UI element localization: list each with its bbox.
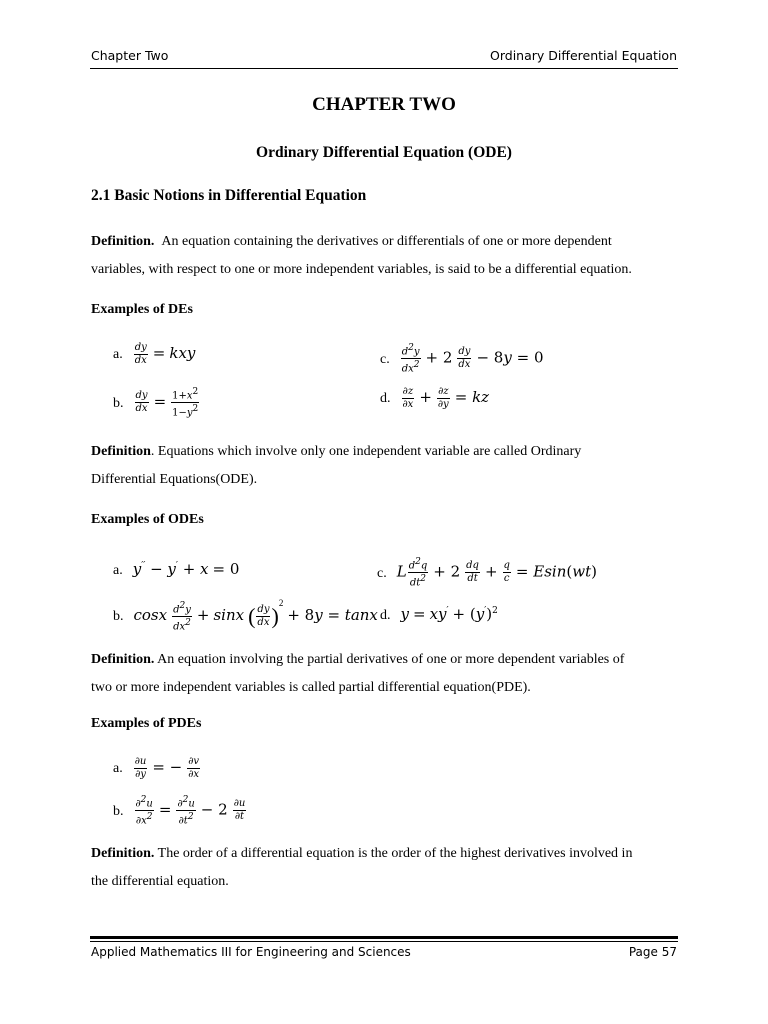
definition-label: Definition.	[91, 846, 155, 861]
running-footer-left: Applied Mathematics III for Engineering and Sciences	[91, 945, 411, 959]
definition-label: Definition.	[91, 652, 155, 667]
item-label: a.	[113, 761, 123, 777]
definition-text: An equation containing the derivatives or differentials of one or more dependent	[161, 234, 612, 249]
definition-4	[91, 840, 679, 896]
de-example-b: b. $\frac{dy}{dx}$ = $\frac{1+x^2}{1-y^2}$	[113, 387, 199, 419]
definition-text: variables, with respect to one or more independent variables, is said to be a differential equation.	[91, 262, 632, 277]
ode-example-b: b. cosx $\frac{d^2y}{dx^2}$ + sinx ( $\frac{dy}{dx}$ )$^2$ + 8y = tanx	[113, 598, 378, 633]
item-label: c.	[380, 351, 390, 367]
footer-rule-thick	[90, 936, 678, 939]
ode-example-c: c. L $\frac{d^2q}{dt^2}$ + 2 $\frac{dq}{dt}$ + $\frac{q}{c}$ = Esin(wt)	[377, 557, 597, 589]
running-header-left: Chapter Two	[91, 48, 169, 63]
definition-text: An equation involving the partial derivatives of one or more dependent variables of	[154, 652, 625, 667]
definition-text: Differential Equations(ODE).	[91, 472, 258, 487]
item-label: b.	[113, 609, 124, 624]
item-label: a.	[113, 347, 123, 363]
definition-text: . Equations which involve only one independent variable are called Ordinary	[150, 444, 582, 459]
chapter-subtitle: Ordinary Differential Equation (ODE)	[256, 144, 512, 161]
de-example-c: c. $\frac{d^2y}{dx^2}$ + 2 $\frac{dy}{dx}$ − 8y = 0	[380, 343, 544, 375]
section-heading: 2.1 Basic Notions in Differential Equation	[91, 187, 367, 204]
chapter-title: CHAPTER TWO	[312, 94, 456, 115]
item-label: b.	[113, 803, 124, 819]
footer-rule-thin	[90, 941, 678, 942]
item-label: a.	[113, 563, 123, 578]
ode-example-a: a. y′′ − y′ + x = 0	[113, 560, 240, 578]
definition-label: Definition.	[91, 234, 155, 249]
definition-text: two or more independent variables is called partial differential equation(PDE).	[91, 680, 531, 695]
item-label: d.	[380, 391, 391, 407]
header-rule	[90, 68, 678, 69]
item-label: c.	[377, 565, 387, 581]
item-label: b.	[113, 395, 124, 411]
definition-2	[91, 438, 679, 494]
examples-pdes-heading: Examples of PDEs	[91, 716, 202, 731]
running-header-right: Ordinary Differential Equation	[490, 48, 677, 63]
de-example-a: a. $\frac{dy}{dx}$ = kxy	[113, 342, 196, 366]
item-label: d.	[380, 608, 391, 623]
pde-example-a: a. $\frac{\partial u}{\partial y}$ = − $\frac{\partial v}{\partial x}$	[113, 756, 200, 780]
definition-label: Definition	[91, 444, 151, 459]
definition-text: The order of a differential equation is the order of the highest derivatives involved in	[154, 846, 633, 861]
definition-1	[91, 228, 679, 284]
definition-3	[91, 646, 679, 702]
pde-example-b: b. $\frac{\partial^2u}{\partial x^2}$ = $\frac{\partial^2u}{\partial t^2}$ − 2 $\frac{\partial u}{\partial t}$	[113, 795, 246, 827]
examples-des-heading: Examples of DEs	[91, 302, 193, 317]
examples-odes-heading: Examples of ODEs	[91, 512, 204, 527]
de-example-d: d. $\frac{\partial z}{\partial x}$ + $\frac{\partial z}{\partial y}$ = kz	[380, 386, 490, 410]
page-number: Page 57	[628, 945, 677, 959]
ode-example-d: d. $y = xy' + (y')^2$	[380, 605, 498, 623]
definition-text: the differential equation.	[91, 874, 229, 889]
